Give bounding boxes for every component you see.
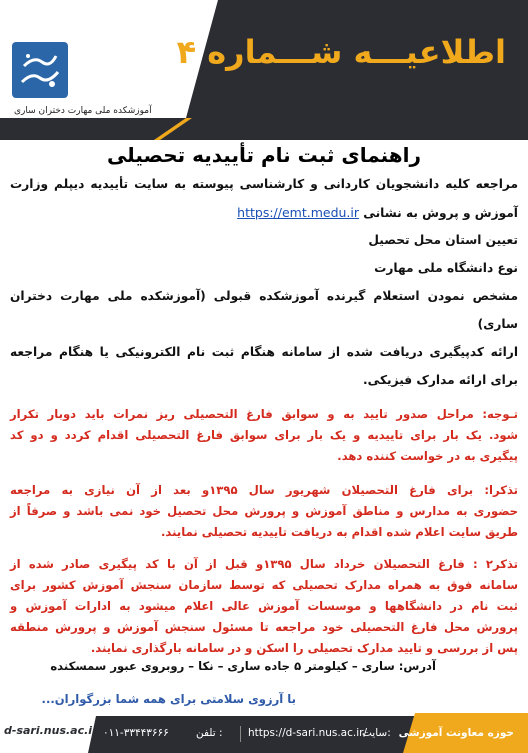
instruction-line: تعیین استان محل تحصیل — [368, 233, 518, 247]
footer-watermark: d-sari.nus.ac.ir — [4, 724, 98, 737]
note-line: پیگیری به در خواست کننده دهد. — [337, 449, 518, 463]
note-line: پس از بررسی و تایید مدارک تحصیلی را اسکن و در سامانه بارگذاری نمایند. — [90, 641, 518, 655]
page-title: راهنمای ثبت نام تأییدیه تحصیلی — [106, 143, 422, 167]
note-line: طریق سایت اعلام شده اقدام به دریافت تاییدیه تحصیلی نمایند. — [161, 525, 518, 539]
site-url-link[interactable]: https://d-sari.nus.ac.ir/ — [248, 727, 368, 739]
closing-text: با آرزوی سلامتی برای همه شما بزرگواران... — [41, 692, 296, 706]
emt-link[interactable]: https://emt.medu.ir — [237, 205, 360, 220]
org-name: آموزشکده ملی مهارت دختران ساری — [14, 106, 152, 116]
note-line: پرورش محل فارغ التحصیلی خود مراجعه تا مسئول سنجش آموزش و پرورش منطقه — [10, 620, 518, 634]
note-line: حضوری به مدارس و مناطق آموزش و پرورش محل تحصیل خود نمی باشد و صرفاً از — [10, 504, 518, 518]
address-text: آدرس: ساری – کیلومتر ۵ جاده ساری – نکا – روبروی عبور سمسکنده — [50, 659, 436, 673]
instruction-line-with-link — [10, 200, 518, 226]
instruction-text: آموزش و پروش به نشانی — [363, 206, 518, 220]
instruction-line: مشخص نمودن استعلام گیرنده آموزشکده قبولی (آموزشکده ملی مهارت دختران — [10, 289, 518, 303]
note-line: تذکر۲ : فارغ التحصیلان خرداد سال ۱۳۹۵و قبل از آن با کد پیگیری صادر شده از — [10, 557, 518, 571]
university-logo-icon — [12, 42, 68, 98]
note-line: ثبت نام در دانشگاهها و موسسات آموزش عالی اعلام میشود به ادارات آموزش و — [10, 599, 518, 613]
note-line: تـوجه: مراحل صدور تایید به و سوابق فارغ التحصیلی ریز نمرات باید دوبار تکرار — [10, 407, 518, 421]
footer-divider — [240, 726, 241, 742]
instruction-line: مراجعه کلیه دانشجویان کاردانی و کارشناسی پیوسته به سایت تأییدیه دیپلم وزارت — [10, 177, 518, 191]
instruction-line: ارائه کدپیگیری دریافت شده از سامانه هنگام ثبت نام الکترونیکی یا هنگام مراجعه — [10, 345, 518, 359]
note-line: تذکرا: برای فارغ التحصیلان شهریور سال ۱۳۹۵و بعد از آن نیازی به مراجعه — [10, 483, 518, 497]
phone-label: تلفن : — [196, 727, 223, 739]
note-line: شود. یک بار برای تاییدیه و یک بار برای سوابق فارغ التحصیلی اقدام کردد و دو کد — [10, 428, 518, 442]
announcement-title: اطلاعیـــه شـــماره ۴ — [176, 33, 506, 71]
note-line: سامانه فوق به همراه مدارک تحصیلی که توسط سازمان سنجش آموزش کشور برای — [10, 578, 518, 592]
instruction-line: نوع دانشگاه ملی مهارت — [374, 261, 518, 275]
instruction-line: برای ارائه مدارک فیزیکی. — [363, 373, 518, 387]
footer-unit-name: حوزه معاونت آموزشی — [398, 727, 514, 739]
phone-number: ۰۱۱-۳۳۴۴۳۶۶۶ — [103, 727, 169, 739]
site-label: سایت: — [362, 727, 391, 739]
instruction-line: ساری) — [477, 317, 518, 331]
